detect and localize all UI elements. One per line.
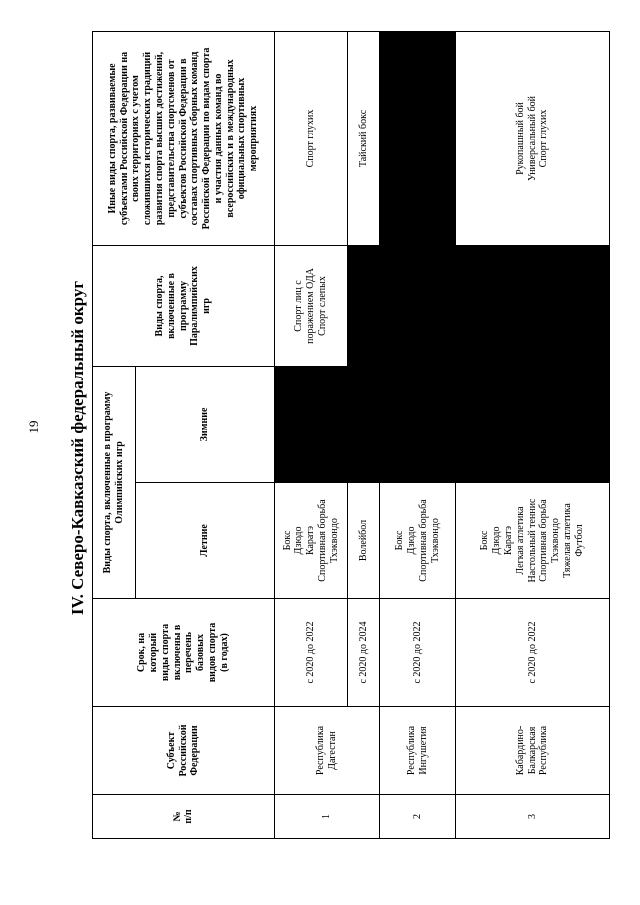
- row-winter-empty: [380, 366, 456, 482]
- table-row: [380, 31, 456, 838]
- row-period: с 2020 до 2022: [380, 599, 456, 707]
- page-number: 19: [26, 420, 41, 434]
- row-other-sports: Спорт глухих: [274, 31, 347, 245]
- row-paralympic-empty: [456, 245, 610, 366]
- row-paralympic-sports: Спорт лиц с поражением ОДА Спорт слепых: [274, 245, 347, 366]
- base-sports-table: [92, 31, 610, 839]
- row-paralympic-empty: [380, 245, 456, 366]
- row-summer-sports: Бокс Дзюдо Каратэ Спортивная борьба Тхэквондо: [274, 483, 347, 599]
- header-period: Срок, на который виды спорта включены в перечень базовых видов спорта (в годах): [93, 599, 275, 707]
- header-num: № п/п: [93, 795, 275, 839]
- row-summer-sports: Бокс Дзюдо Спортивная борьба Тхэквондо: [380, 483, 456, 599]
- row-period: с 2020 до 2022: [456, 599, 610, 707]
- table-row: [456, 31, 610, 838]
- header-winter: Зимние: [135, 366, 274, 482]
- section-title: IV. Северо-Кавказский федеральный округ: [68, 280, 87, 616]
- row-subject: Республика Ингушетия: [380, 707, 456, 795]
- row-paralympic-empty: [348, 245, 380, 366]
- header-paralympic: Виды спорта, включенные в программу Паралимпийских игр: [93, 245, 275, 366]
- header-olympic-group: Виды спорта, включенные в программу Олимпийских игр: [93, 366, 136, 598]
- row-num: 3: [456, 795, 610, 839]
- row-other-empty: [380, 31, 456, 245]
- row-winter-empty: [274, 366, 380, 482]
- row-other-sports: Рукопашный бой Универсальный бой Спорт глухих: [456, 31, 610, 245]
- row-period: с 2020 до 2024: [348, 599, 380, 707]
- row-winter-empty: [456, 366, 610, 482]
- row-other-sports: Тайский бокс: [348, 31, 380, 245]
- header-other: Иные виды спорта, развиваемые субъектами Российской Федерации на своих территориях с учетом сложившихся исторических традиций развития спорта высших достижений, представительства спортсменов от субъектов Российской Федерации в составах спортивных сборных команд Российской Федерации по видам спорта и участия данных команд во всероссийских и в международных официальных спортивных мероприятиях: [93, 31, 275, 245]
- table-row: [274, 31, 347, 838]
- header-summer: Летние: [135, 483, 274, 599]
- header-subject: Субъект Российской Федерации: [93, 707, 275, 795]
- row-subject: Республика Дагестан: [274, 707, 380, 795]
- row-period: с 2020 до 2022: [274, 599, 347, 707]
- sports-table-container: [92, 32, 610, 839]
- row-summer-sports: Волейбол: [348, 483, 380, 599]
- row-num: 1: [274, 795, 380, 839]
- row-summer-sports: Бокс Дзюдо Каратэ Легкая атлетика Настольный теннис Спортивная борьба Тхэквондо Тяжелая атлетика Футбол: [456, 483, 610, 599]
- row-num: 2: [380, 795, 456, 839]
- row-subject: Кабардино- Балкарская Республика: [456, 707, 610, 795]
